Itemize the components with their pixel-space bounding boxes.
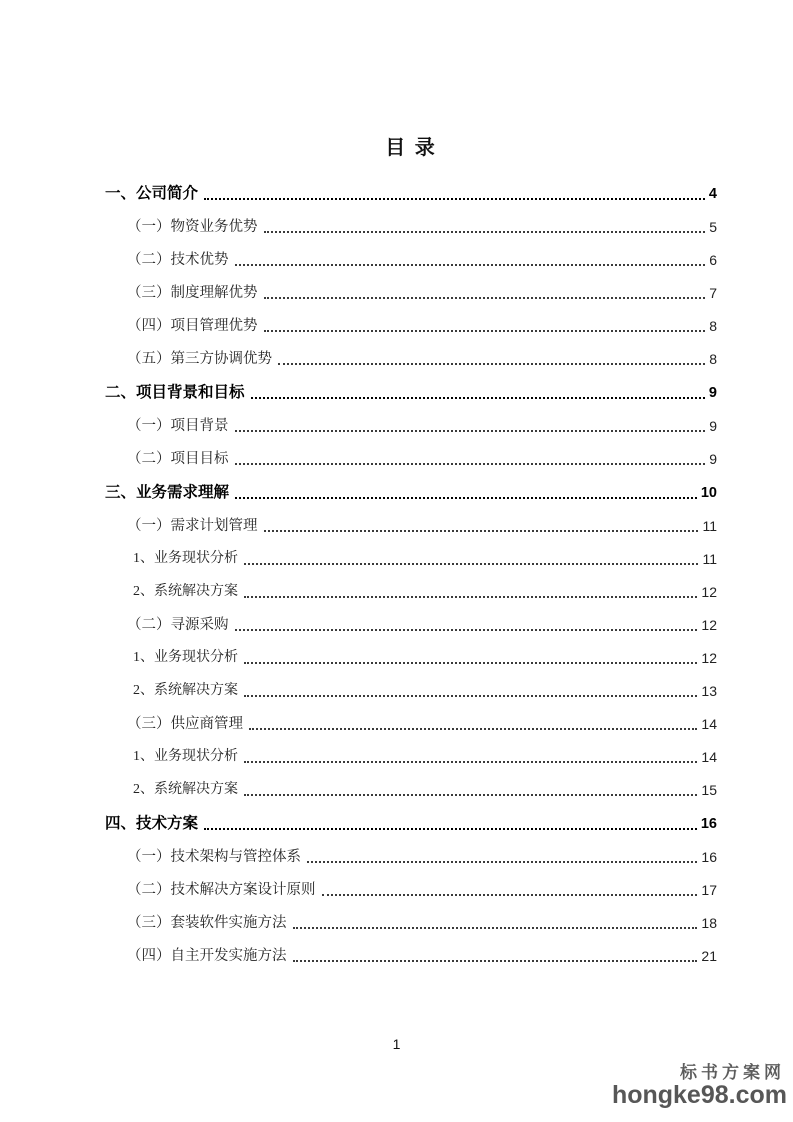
- toc-entry-label: 2、系统解决方案: [133, 782, 238, 797]
- toc-dot-leader: [249, 728, 697, 730]
- toc-dot-leader: [264, 330, 706, 332]
- toc-entry[interactable]: [105, 516, 717, 536]
- toc-entry[interactable]: [105, 582, 717, 602]
- toc-entry-label: 二、项目背景和目标: [105, 384, 245, 401]
- toc-entry[interactable]: [105, 250, 717, 270]
- toc-entry-label: 四、技术方案: [105, 815, 199, 832]
- watermark-logo: [612, 1064, 787, 1108]
- toc-entry-page: 9: [709, 418, 717, 434]
- toc-entry[interactable]: [105, 714, 717, 734]
- toc-list: [105, 184, 717, 966]
- toc-dot-leader: [235, 497, 697, 499]
- toc-dot-leader: [278, 363, 705, 365]
- toc-entry[interactable]: [105, 615, 717, 635]
- toc-entry-page: 21: [701, 948, 717, 964]
- toc-entry-page: 8: [709, 351, 717, 367]
- toc-entry-page: 12: [701, 650, 717, 666]
- toc-dot-leader: [235, 463, 706, 465]
- toc-entry[interactable]: [105, 449, 717, 469]
- toc-dot-leader: [244, 662, 697, 664]
- toc-dot-leader: [244, 761, 697, 763]
- toc-dot-leader: [251, 397, 705, 399]
- toc-dot-leader: [235, 264, 706, 266]
- toc-entry[interactable]: [105, 814, 717, 834]
- toc-entry[interactable]: [105, 383, 717, 403]
- toc-dot-leader: [204, 198, 705, 200]
- toc-entry-page: 6: [709, 252, 717, 268]
- toc-entry-label: （一）技术架构与管控体系: [127, 849, 301, 865]
- toc-entry-label: （一）需求计划管理: [127, 518, 258, 534]
- toc-entry[interactable]: [105, 681, 717, 701]
- toc-entry-label: 1、业务现状分析: [133, 551, 238, 566]
- toc-entry-label: （四）项目管理优势: [127, 318, 258, 334]
- toc-entry-page: 11: [702, 551, 717, 567]
- toc-dot-leader: [235, 430, 706, 432]
- toc-entry-page: 15: [701, 782, 717, 798]
- toc-dot-leader: [264, 231, 706, 233]
- toc-entry[interactable]: [105, 283, 717, 303]
- toc-entry[interactable]: [105, 184, 717, 204]
- toc-entry-label: （一）物资业务优势: [127, 219, 258, 235]
- toc-entry-page: 18: [701, 915, 717, 931]
- document-page: [105, 131, 717, 979]
- toc-entry-label: （二）项目目标: [127, 451, 229, 467]
- toc-entry-label: （五）第三方协调优势: [127, 351, 272, 367]
- toc-entry-page: 11: [702, 518, 717, 534]
- toc-entry-page: 4: [708, 186, 717, 202]
- toc-dot-leader: [264, 530, 699, 532]
- toc-entry-label: （二）寻源采购: [127, 617, 229, 633]
- toc-entry-label: （三）套装软件实施方法: [127, 915, 287, 931]
- toc-dot-leader: [307, 861, 697, 863]
- page-title: 目 录: [385, 137, 437, 159]
- toc-entry-label: （二）技术解决方案设计原则: [127, 882, 316, 898]
- toc-dot-leader: [204, 828, 697, 830]
- toc-entry[interactable]: [105, 549, 717, 569]
- toc-entry[interactable]: [105, 946, 717, 966]
- toc-entry[interactable]: [105, 847, 717, 867]
- toc-entry-page: 14: [701, 749, 717, 765]
- toc-dot-leader: [244, 695, 697, 697]
- toc-dot-leader: [244, 596, 697, 598]
- toc-entry-page: 13: [701, 683, 717, 699]
- toc-entry-label: 2、系统解决方案: [133, 683, 238, 698]
- toc-entry[interactable]: [105, 747, 717, 767]
- toc-entry-label: （四）自主开发实施方法: [127, 948, 287, 964]
- toc-entry-page: 16: [701, 849, 717, 865]
- toc-dot-leader: [264, 297, 706, 299]
- toc-dot-leader: [244, 563, 698, 565]
- toc-entry-label: （二）技术优势: [127, 252, 229, 268]
- toc-entry[interactable]: [105, 880, 717, 900]
- toc-dot-leader: [293, 927, 698, 929]
- toc-entry-label: （一）项目背景: [127, 418, 229, 434]
- footer-page-number: 1: [392, 1036, 401, 1052]
- toc-entry-page: 9: [709, 451, 717, 467]
- toc-entry[interactable]: [105, 483, 717, 503]
- toc-entry-label: 1、业务现状分析: [133, 650, 238, 665]
- toc-dot-leader: [244, 794, 697, 796]
- toc-entry-page: 14: [701, 716, 717, 732]
- toc-entry-page: 17: [701, 882, 717, 898]
- watermark-site-name: 标书方案网: [680, 1063, 785, 1082]
- toc-entry-label: （三）供应商管理: [127, 716, 243, 732]
- toc-entry-page: 12: [701, 584, 717, 600]
- toc-entry-page: 12: [701, 617, 717, 633]
- toc-entry-label: 2、系统解决方案: [133, 584, 238, 599]
- toc-entry[interactable]: [105, 780, 717, 800]
- toc-entry-label: 一、公司简介: [105, 185, 199, 202]
- toc-entry-page: 9: [708, 385, 717, 401]
- toc-entry-label: 1、业务现状分析: [133, 749, 238, 764]
- toc-entry-page: 8: [709, 318, 717, 334]
- toc-entry-page: 5: [709, 219, 717, 235]
- toc-entry-label: 三、业务需求理解: [105, 484, 230, 501]
- toc-dot-leader: [322, 894, 698, 896]
- toc-entry[interactable]: [105, 349, 717, 369]
- toc-entry-label: （三）制度理解优势: [127, 285, 258, 301]
- toc-dot-leader: [235, 629, 698, 631]
- toc-entry[interactable]: [105, 316, 717, 336]
- toc-entry[interactable]: [105, 913, 717, 933]
- toc-entry[interactable]: [105, 416, 717, 436]
- toc-entry-page: 16: [700, 816, 717, 832]
- toc-entry-page: 10: [700, 485, 717, 501]
- watermark-site-url: hongke98.com: [611, 1080, 787, 1109]
- toc-entry[interactable]: [105, 648, 717, 668]
- toc-entry[interactable]: [105, 217, 717, 237]
- toc-entry-page: 7: [709, 285, 717, 301]
- toc-dot-leader: [293, 960, 698, 962]
